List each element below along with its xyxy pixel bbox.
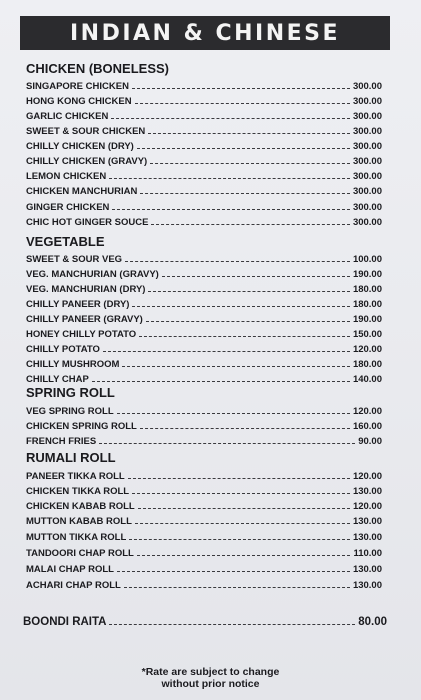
leader-dots [103, 351, 350, 352]
item-name: CHILLY PANEER (GRAVY) [26, 314, 143, 325]
item-name: BOONDI RAITA [23, 616, 107, 628]
item-price: 120.00 [352, 406, 382, 417]
leader-dots [109, 624, 355, 625]
item-name: HONEY CHILLY POTATO [26, 329, 137, 340]
item-name: MALAI CHAP ROLL [26, 564, 114, 575]
item-price: 300.00 [352, 186, 382, 197]
item-price: 300.00 [352, 81, 382, 92]
item-name: CHICKEN KABAB ROLL [26, 501, 135, 512]
menu-item [26, 108, 382, 122]
menu-item [26, 577, 382, 591]
item-price: 130.00 [352, 564, 382, 575]
leader-dots [125, 261, 350, 262]
menu-item [26, 371, 382, 385]
item-price: 180.00 [352, 359, 382, 370]
item-name: ACHARI CHAP ROLL [26, 580, 121, 591]
menu-item [26, 326, 382, 340]
leader-dots [162, 276, 350, 277]
leader-dots [140, 428, 350, 429]
leader-dots [112, 209, 350, 210]
item-name: TANDOORI CHAP ROLL [26, 548, 134, 559]
item-price: 190.00 [352, 269, 382, 280]
menu-item [26, 296, 382, 310]
leader-dots [151, 224, 349, 225]
item-price: 80.00 [358, 616, 387, 628]
item-name: CHIC HOT GINGER SOUCE [26, 217, 149, 228]
rate-notice-line-2: without prior notice [161, 678, 260, 690]
item-name: FRENCH FRIES [26, 436, 97, 447]
menu-item [26, 356, 382, 370]
item-price: 300.00 [352, 96, 382, 107]
item-price: 180.00 [352, 299, 382, 310]
item-price: 300.00 [352, 111, 382, 122]
leader-dots [129, 539, 350, 540]
menu-item [26, 545, 382, 559]
menu-item [26, 418, 382, 432]
item-name: MUTTON KABAB ROLL [26, 516, 132, 527]
item-price: 120.00 [352, 501, 382, 512]
item-price: 100.00 [352, 254, 382, 265]
leader-dots [124, 587, 350, 588]
menu-item [26, 78, 382, 92]
item-price: 190.00 [352, 314, 382, 325]
leader-dots [117, 413, 350, 414]
menu-item [26, 513, 382, 527]
menu-item [26, 483, 382, 497]
leader-dots [146, 321, 350, 322]
item-name: CHILLY MUSHROOM [26, 359, 120, 370]
item-price: 300.00 [352, 156, 382, 167]
leader-dots [135, 523, 350, 524]
rate-notice-line-1: *Rate are subject to change [141, 666, 280, 678]
leader-dots [140, 193, 350, 194]
leader-dots [135, 103, 350, 104]
leader-dots [132, 88, 350, 89]
item-price: 120.00 [352, 344, 382, 355]
leader-dots [132, 306, 349, 307]
item-price: 90.00 [358, 436, 382, 447]
item-price: 150.00 [352, 329, 382, 340]
item-name: CHILLY PANEER (DRY) [26, 299, 130, 310]
item-price: 300.00 [352, 141, 382, 152]
menu-item [26, 138, 382, 152]
item-price: 140.00 [352, 374, 382, 385]
menu-item [26, 529, 382, 543]
menu-item [26, 266, 382, 280]
leader-dots [137, 148, 350, 149]
item-name: CHICKEN SPRING ROLL [26, 421, 137, 432]
leader-dots [148, 291, 349, 292]
leader-dots [150, 163, 350, 164]
menu-item [26, 251, 382, 265]
leader-dots [132, 493, 350, 494]
item-name: CHILLY CHICKEN (DRY) [26, 141, 134, 152]
item-name: CHILLY CHAP [26, 374, 89, 385]
menu-title: INDIAN & CHINESE [69, 20, 341, 46]
item-name: PANEER TIKKA ROLL [26, 471, 125, 482]
section-heading-chicken: CHICKEN (BONELESS) [26, 61, 170, 76]
item-price: 110.00 [353, 548, 382, 559]
menu-item [26, 183, 382, 197]
leader-dots [111, 118, 350, 119]
menu-item [26, 498, 382, 512]
item-name: GARLIC CHICKEN [26, 111, 109, 122]
item-price: 300.00 [352, 202, 382, 213]
menu-item [26, 433, 382, 447]
menu-item [26, 468, 382, 482]
item-name: SWEET & SOUR VEG [26, 254, 123, 265]
item-price: 300.00 [352, 126, 382, 137]
item-name: HONG KONG CHICKEN [26, 96, 132, 107]
item-price: 160.00 [352, 421, 382, 432]
leader-dots [122, 366, 350, 367]
item-name: VEG. MANCHURIAN (DRY) [26, 284, 146, 295]
item-name: VEG SPRING ROLL [26, 406, 114, 417]
item-price: 300.00 [352, 217, 382, 228]
menu-item [26, 153, 382, 167]
item-price: 130.00 [352, 516, 382, 527]
menu-item [26, 341, 382, 355]
menu-item [26, 561, 382, 575]
section-heading-vegetable: VEGETABLE [26, 234, 105, 249]
item-name: CHICKEN TIKKA ROLL [26, 486, 130, 497]
item-name: GINGER CHICKEN [26, 202, 110, 213]
item-name: CHILLY POTATO [26, 344, 100, 355]
leader-dots [109, 178, 350, 179]
menu-item [26, 403, 382, 417]
menu-item [26, 199, 382, 213]
item-price: 120.00 [352, 471, 382, 482]
menu-title-banner [20, 16, 390, 50]
menu-item [26, 93, 382, 107]
menu-item [26, 281, 382, 295]
item-name: CHICKEN MANCHURIAN [26, 186, 138, 197]
leader-dots [92, 381, 350, 382]
leader-dots [139, 336, 350, 337]
leader-dots [128, 478, 350, 479]
item-price: 300.00 [352, 171, 382, 182]
item-name: VEG. MANCHURIAN (GRAVY) [26, 269, 159, 280]
leader-dots [148, 133, 350, 134]
menu-item [26, 311, 382, 325]
item-price: 130.00 [352, 532, 382, 543]
leader-dots [138, 508, 350, 509]
menu-item-boondi-raita [23, 614, 387, 628]
item-name: SWEET & SOUR CHICKEN [26, 126, 146, 137]
menu-item [26, 168, 382, 182]
section-heading-spring-roll: SPRING ROLL [26, 385, 115, 400]
rate-notice [0, 666, 421, 690]
item-price: 130.00 [352, 486, 382, 497]
section-heading-rumali-roll: RUMALI ROLL [26, 450, 116, 465]
leader-dots [137, 555, 351, 556]
item-name: CHILLY CHICKEN (GRAVY) [26, 156, 148, 167]
leader-dots [117, 571, 350, 572]
menu-item [26, 214, 382, 228]
item-price: 130.00 [352, 580, 382, 591]
item-name: LEMON CHICKEN [26, 171, 107, 182]
item-price: 180.00 [352, 284, 382, 295]
menu-item [26, 123, 382, 137]
leader-dots [99, 443, 355, 444]
item-name: SINGAPORE CHICKEN [26, 81, 129, 92]
item-name: MUTTON TIKKA ROLL [26, 532, 127, 543]
